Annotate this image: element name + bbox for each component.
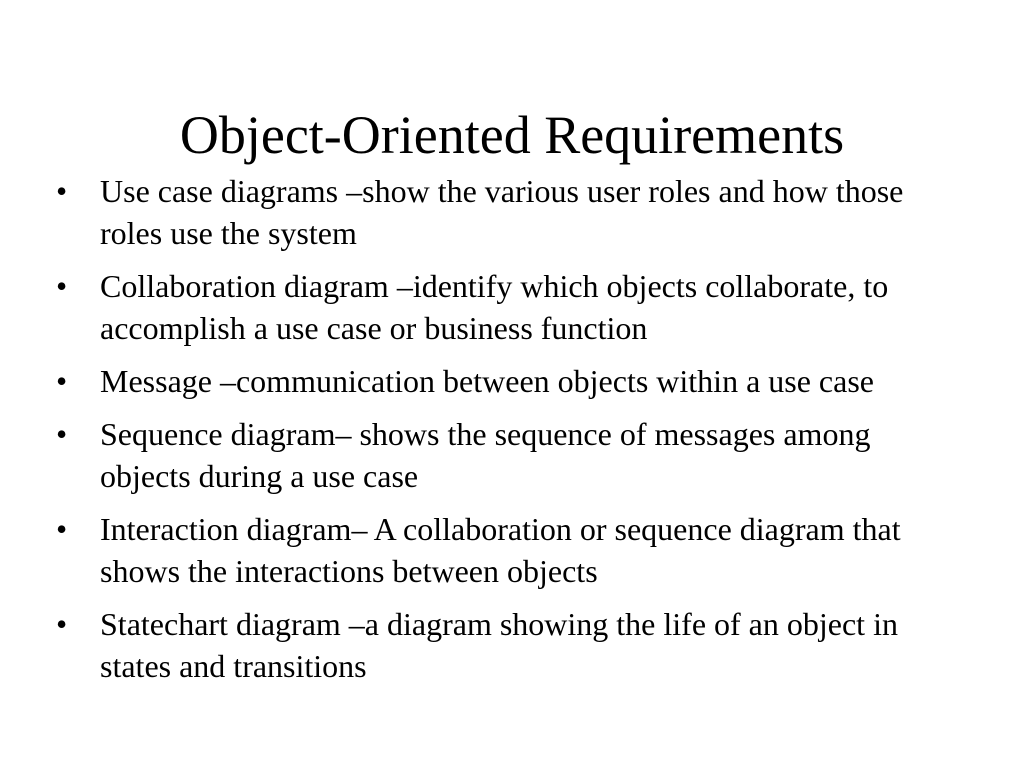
bullet-item-message	[56, 360, 956, 402]
bullet-item-use-case-diagrams	[56, 170, 956, 254]
bullet-item-collaboration-diagram	[56, 265, 956, 349]
bullet-item-interaction-diagram	[56, 508, 956, 592]
slide-title: Object-Oriented Requirements	[179, 105, 845, 165]
bullet-item-sequence-diagram	[56, 413, 956, 497]
bullet-text: Message –communication between objects within a use case	[100, 363, 874, 399]
bullet-icon: •	[56, 173, 68, 209]
bullet-icon: •	[56, 606, 68, 642]
bullet-icon: •	[56, 416, 68, 452]
bullet-text: Sequence diagram– shows the sequence of messages among objects during a use case	[100, 416, 871, 494]
bullet-text: Statechart diagram –a diagram showing the life of an object in states and transitions	[100, 606, 898, 684]
bullet-item-statechart-diagram	[56, 603, 956, 687]
bullet-list	[56, 170, 956, 698]
bullet-text: Collaboration diagram –identify which objects collaborate, to accomplish a use case or business function	[100, 268, 889, 346]
bullet-text: Interaction diagram– A collaboration or sequence diagram that shows the interactions between objects	[100, 511, 901, 589]
bullet-icon: •	[56, 268, 68, 304]
bullet-icon: •	[56, 363, 68, 399]
bullet-text: Use case diagrams –show the various user roles and how those roles use the system	[100, 173, 904, 251]
bullet-icon: •	[56, 511, 68, 547]
